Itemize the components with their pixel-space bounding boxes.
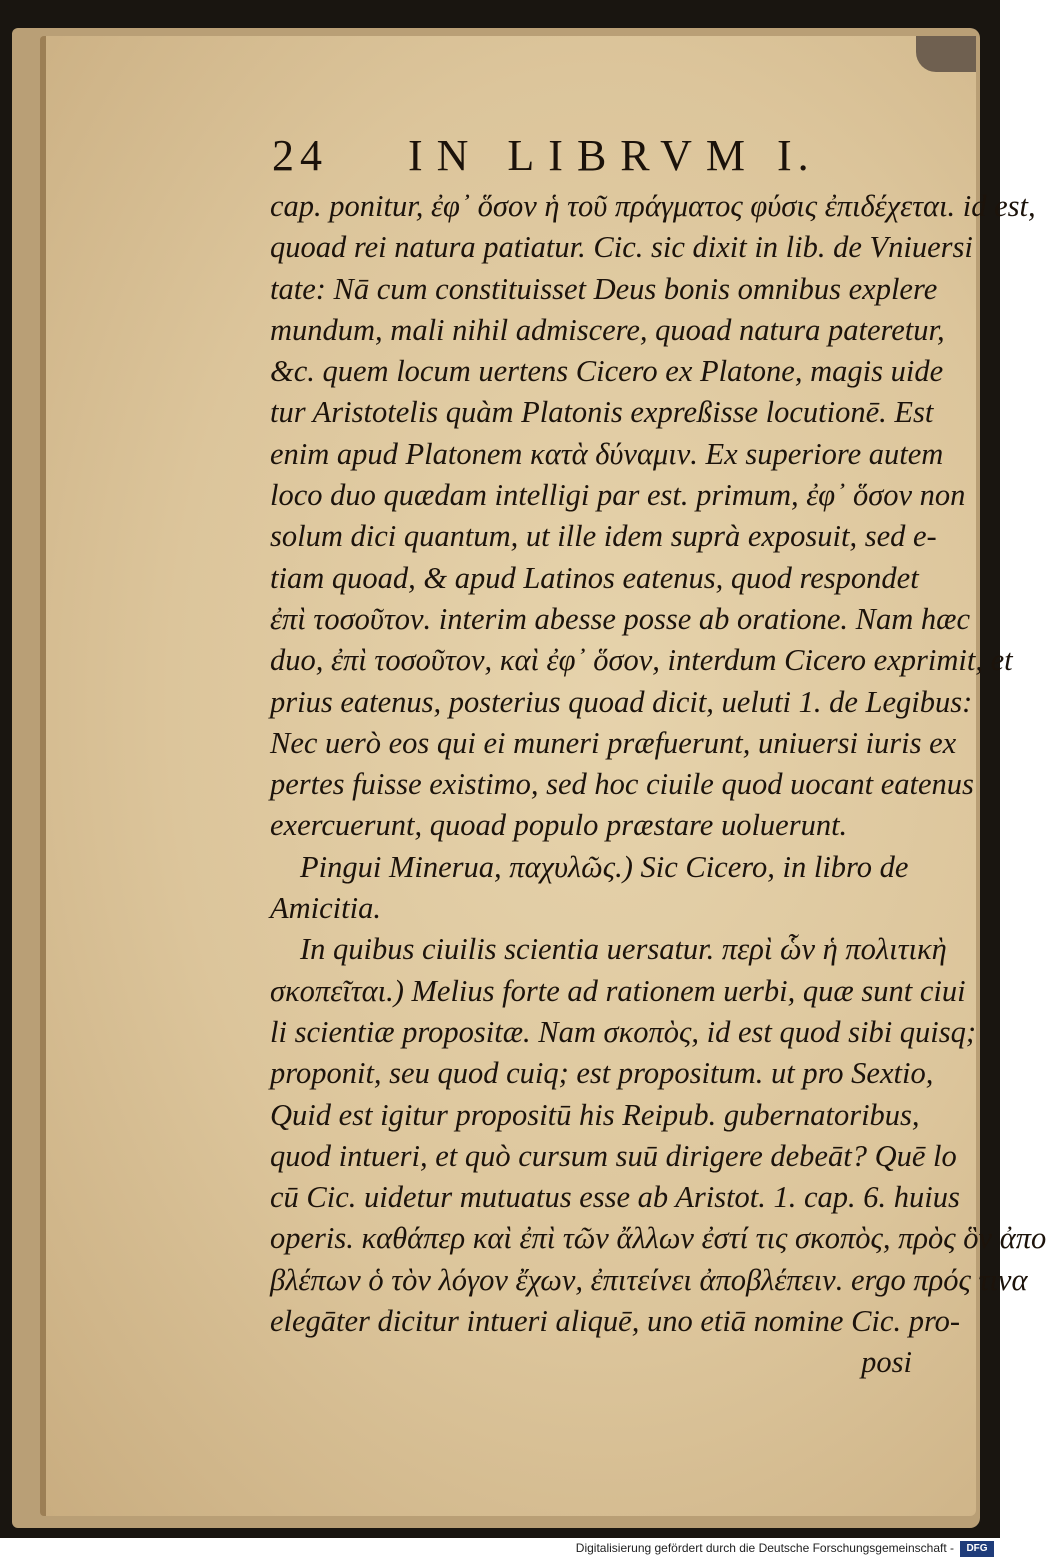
chapter-number: I. — [777, 131, 815, 180]
text-line: elegāter dicitur intueri aliquē, uno etiā nomine Cic. pro- — [270, 1304, 961, 1339]
text-line: Nec uerò eos qui ei muneri præfuerunt, uniuersi iuris ex — [270, 725, 957, 760]
text-line: quoad rei natura patiatur. Cic. sic dixit in lib. de Vniuersi — [270, 230, 973, 265]
running-title: IN LIBRVM — [408, 131, 760, 180]
text-line: tur Aristotelis quàm Platonis expreßisse locutionē. Est — [270, 395, 934, 430]
text-line: proponit, seu quod cuiq; est propositum. ut pro Sextio, — [270, 1056, 934, 1091]
text-line: duo, ἐπὶ τοσοῦτον, καὶ ἐφ᾽ ὅσον, interdum Cicero exprimit, et — [270, 643, 1013, 678]
text-line: In quibus ciuilis scientia uersatur. περὶ ὧν ἡ πολιτικὴ — [300, 932, 947, 967]
text-line: exercuerunt, quoad populo præstare uoluerunt. — [270, 808, 848, 843]
text-line: cū Cic. uidetur mutuatus esse ab Aristot. 1. cap. 6. huius — [270, 1180, 960, 1215]
catchword: posi — [861, 1345, 912, 1380]
text-line: Pingui Minerua, παχυλῶς.) Sic Cicero, in libro de — [300, 849, 909, 884]
running-header — [272, 130, 932, 182]
text-line: &c. quem locum uertens Cicero ex Platone, magis uide — [270, 354, 944, 389]
page-corner — [916, 36, 976, 72]
text-line: pertes fuisse existimo, sed hoc ciuile quod uocant eatenus — [270, 767, 974, 802]
text-line: Quid est igitur propositū his Reipub. gubernatoribus, — [270, 1097, 920, 1132]
body-text — [270, 186, 1046, 1384]
text-line: operis. καθάπερ καὶ ἐπὶ τῶν ἄλλων ἐστί τις σκοπὸς, πρὸς ὃν ἀπο — [270, 1221, 1046, 1256]
text-line: tate: Nā cum constituisset Deus bonis omnibus explere — [270, 271, 938, 306]
footer-credit: Digitalisierung gefördert durch die Deutsche Forschungsgemeinschaft - — [575, 1541, 954, 1555]
text-line: solum dici quantum, ut ille idem suprà exposuit, sed e- — [270, 519, 937, 554]
text-line: tiam quoad, & apud Latinos eatenus, quod respondet — [270, 560, 919, 595]
text-line: li scientiæ propositæ. Nam σκοπὸς, id est quod sibi quisq; — [270, 1014, 977, 1049]
text-line: cap. ponitur, ἐφ᾽ ὅσον ἡ τοῦ πράγματος φύσις ἐπιδέχεται. id est, — [270, 189, 1036, 223]
text-line: enim apud Platonem κατὰ δύναμιν. Ex superiore autem — [270, 436, 944, 471]
text-line: mundum, mali nihil admiscere, quoad natura pateretur, — [270, 312, 945, 347]
text-line: quod intueri, et quò cursum suū dirigere debeāt? Quē lo — [270, 1138, 957, 1173]
text-line: loco duo quædam intelligi par est. primum, ἐφ᾽ ὅσον non — [270, 478, 966, 513]
text-line: σκοπεῖται.) Melius forte ad rationem uerbi, quæ sunt ciui — [270, 973, 966, 1008]
footer-bar — [0, 1538, 1000, 1560]
page-number: 24 — [272, 131, 328, 180]
text-line: Amicitia. — [270, 891, 381, 926]
text-line: ἐπὶ τοσοῦτον. interim abesse posse ab oratione. Nam hæc — [270, 601, 970, 636]
dfg-logo-icon: DFG — [960, 1541, 994, 1557]
text-line: βλέπων ὁ τὸν λόγον ἔχων, ἐπιτείνει ἀποβλέπειν. ergo πρός τινα — [270, 1262, 1028, 1297]
text-line: prius eatenus, posterius quoad dicit, ueluti 1. de Legibus: — [270, 684, 973, 719]
